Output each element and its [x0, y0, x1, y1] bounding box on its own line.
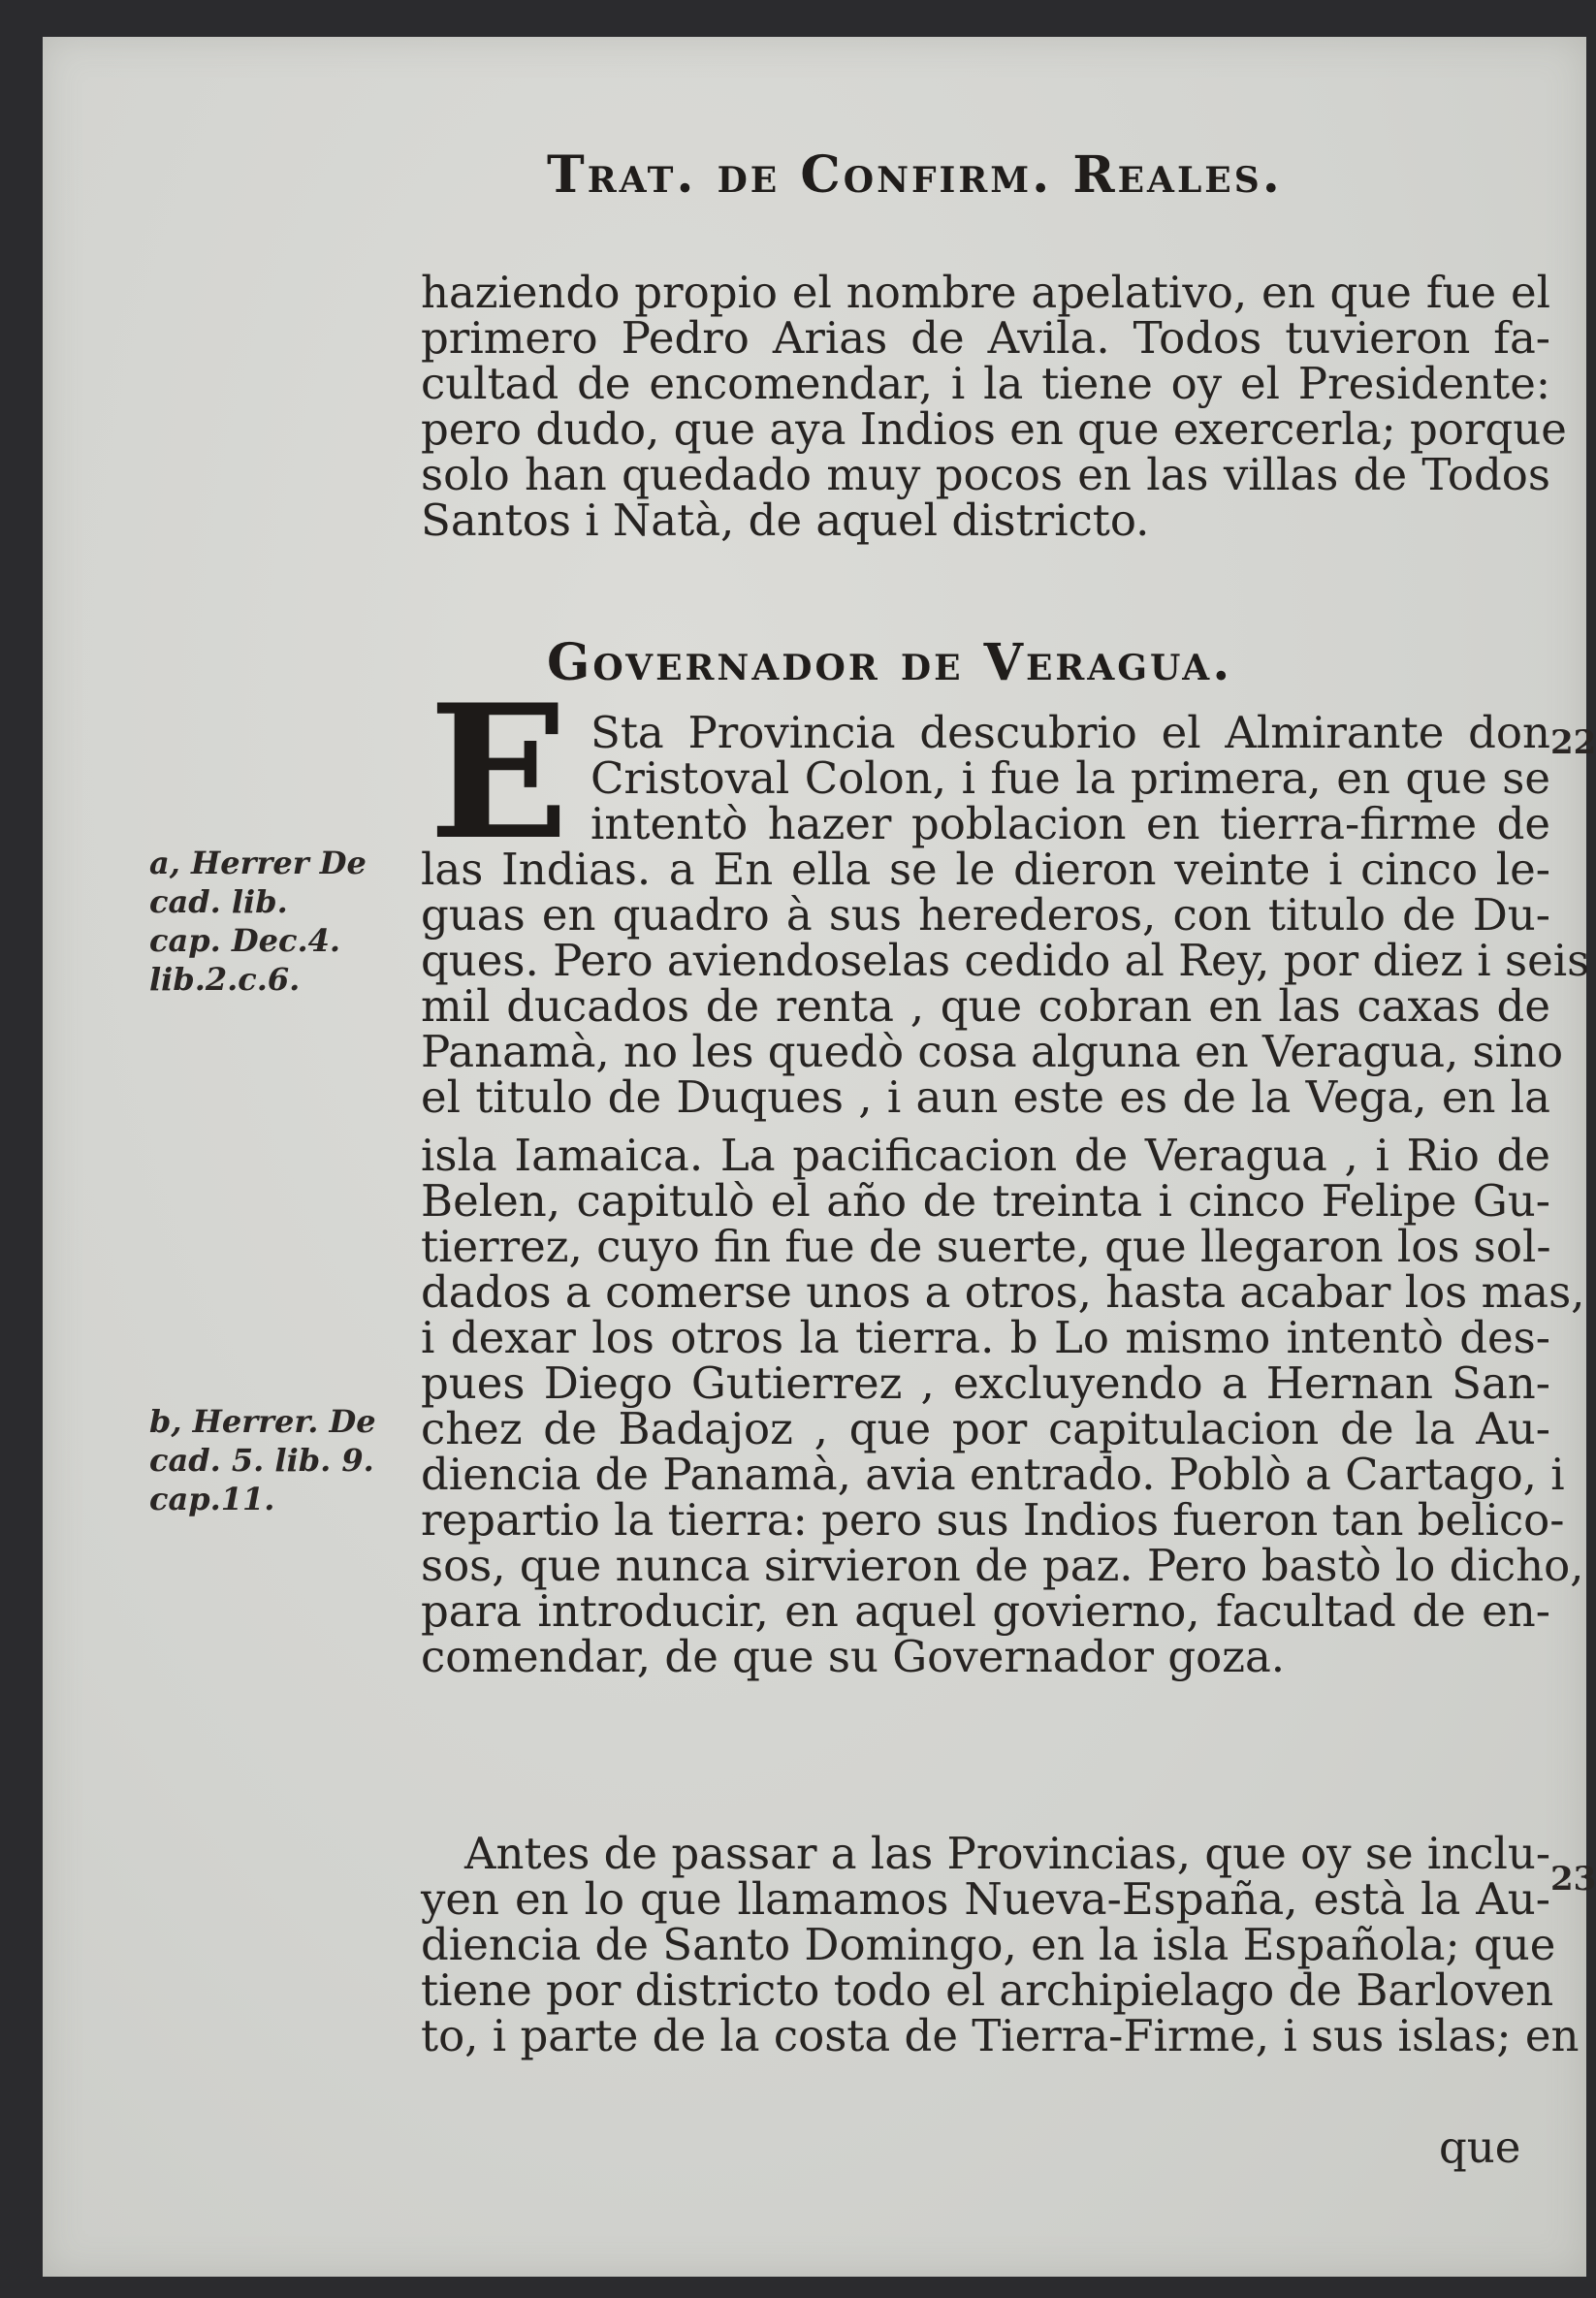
note-line: cad. 5. lib. 9.: [149, 1442, 374, 1479]
text-line: diencia de Santo Domingo, en la isla Española; que: [421, 1919, 1556, 1970]
text-line: el titulo de Duques , i aun este es de la Vega, en la: [421, 1071, 1550, 1123]
text-line: repartio la tierra: pero sus Indios fueron tan belico-: [421, 1494, 1565, 1546]
note-line: lib.2.c.6.: [149, 961, 301, 998]
text-line: intentò hazer poblacion en tierra-firme de: [591, 798, 1550, 849]
text-line: tiene por districto todo el archipielago de Barloven: [421, 1964, 1554, 2016]
drop-cap: E: [429, 664, 569, 880]
paragraph-number-22: 22: [1550, 723, 1596, 762]
book-page: [43, 37, 1596, 2277]
note-line: cap.11.: [149, 1481, 275, 1517]
text-line: solo han quedado muy pocos en las villas de Todos: [421, 449, 1550, 500]
text-line: Cristoval Colon, i fue la primera, en que se: [591, 752, 1550, 804]
paragraph-continuation: [421, 267, 1567, 546]
text-line: mil ducados de renta , que cobran en las caxas de: [421, 980, 1550, 1032]
marginal-note-b: [149, 1402, 411, 1518]
catchword: que: [1439, 2122, 1521, 2173]
text-line: las Indias. a En ella se le dieron veinte i cinco le-: [421, 844, 1550, 895]
marginal-note-a: [149, 844, 411, 999]
text-line: Belen, capitulò el año de treinta i cinco Felipe Gu-: [421, 1175, 1550, 1227]
text-line: Panamà, no les quedò cosa alguna en Veragua, sino: [421, 1026, 1564, 1077]
text-line: to, i parte de la costa de Tierra-Firme, i sus islas; en: [421, 2010, 1580, 2061]
text-line: primero Pedro Arias de Avila. Todos tuvieron fa-: [421, 312, 1550, 364]
text-line: cultad de encomendar, i la tiene oy el Presidente:: [421, 358, 1550, 409]
paragraph-number-23: 23: [1550, 1860, 1596, 1899]
note-line: a, Herrer De: [149, 845, 367, 881]
text-line: diencia de Panamà, avia entrado. Poblò a Cartago, i: [421, 1449, 1565, 1500]
text-line: Santos i Natà, de aquel districto.: [421, 495, 1150, 546]
text-line: tierrez, cuyo fin fue de suerte, que llegaron los sol-: [421, 1221, 1551, 1272]
running-header: Trat. de Confirm. Reales.: [547, 145, 1283, 205]
text-line: dados a comerse unos a otros, hasta acabar los mas,: [421, 1266, 1585, 1318]
text-line: Sta Provincia descubrio el Almirante don: [591, 707, 1550, 758]
text-line: para introducir, en aquel govierno, facultad de en-: [421, 1585, 1550, 1637]
paragraph-veragua-continued: [421, 1130, 1585, 1682]
text-line: pero dudo, que aya Indios en que exercerla; porque: [421, 403, 1567, 455]
note-line: b, Herrer. De: [149, 1403, 376, 1440]
note-line: cad. lib.: [149, 883, 288, 920]
section-heading: Governador de Veragua.: [547, 633, 1233, 692]
text-line: i dexar los otros la tierra. b Lo mismo intentò des-: [421, 1312, 1550, 1363]
text-line: guas en quadro à sus herederos, con titulo de Du-: [421, 889, 1550, 941]
text-line: chez de Badajoz , que por capitulacion de la Au-: [421, 1403, 1550, 1454]
text-line: pues Diego Gutierrez , excluyendo a Hernan San-: [421, 1357, 1550, 1409]
text-line: isla Iamaica. La pacificacion de Veragua , i Rio de: [421, 1130, 1550, 1181]
text-line: ques. Pero aviendoselas cedido al Rey, por diez i seis: [421, 935, 1590, 986]
text-line: haziendo propio el nombre apelativo, en que fue el: [421, 267, 1550, 318]
text-line: sos, que nunca sirvieron de paz. Pero bastò lo dicho,: [421, 1540, 1584, 1591]
text-line: comendar, de que su Governador goza.: [421, 1631, 1286, 1682]
text-line: yen en lo que llamamos Nueva-España, està la Au-: [421, 1873, 1550, 1925]
text-line: Antes de passar a las Provincias, que oy se inclu-: [464, 1828, 1551, 1879]
note-line: cap. Dec.4.: [149, 922, 341, 959]
